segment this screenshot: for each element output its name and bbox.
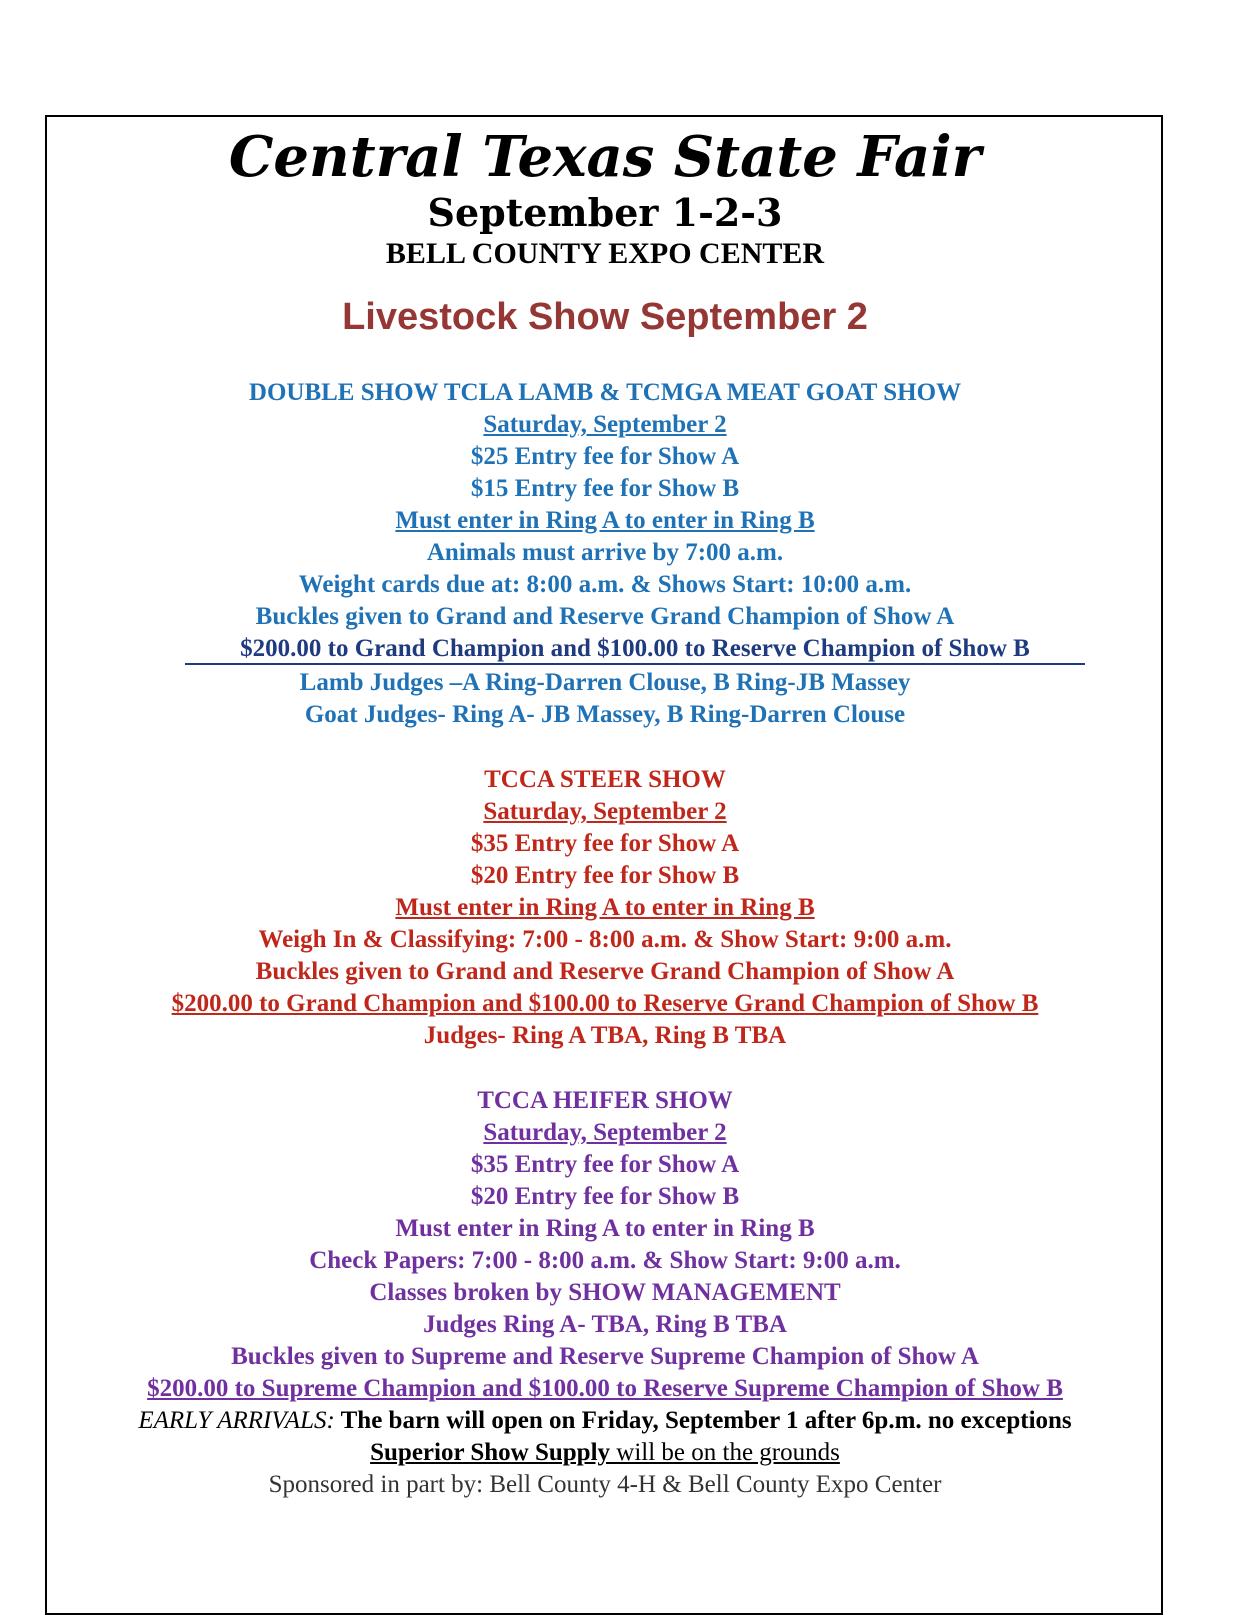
- page-title: Central Texas State Fair: [228, 124, 982, 190]
- must-enter-note: Must enter in Ring A to enter in Ring B: [395, 894, 815, 921]
- livestock-subtitle: Livestock Show September 2: [342, 296, 868, 338]
- section-heading: DOUBLE SHOW TCLA LAMB & TCMGA MEAT GOAT SHOW: [248, 379, 962, 406]
- buckles-note: Buckles given to Supreme and Reserve Supreme Champion of Show A: [231, 1343, 979, 1370]
- weigh-in-time: Weigh In & Classifying: 7:00 - 8:00 a.m. & Show Start: 9:00 a.m.: [258, 926, 952, 953]
- check-papers-time: Check Papers: 7:00 - 8:00 a.m. & Show Start: 9:00 a.m.: [309, 1247, 901, 1274]
- entry-fee-a: $35 Entry fee for Show A: [470, 830, 740, 857]
- flyer: [45, 115, 1165, 1501]
- show-date: Saturday, September 2: [483, 1119, 727, 1146]
- steer-section: [45, 764, 1165, 1052]
- entry-fee-b: $20 Entry fee for Show B: [470, 862, 740, 889]
- lamb-goat-section: [45, 377, 1165, 731]
- venue-name: BELL COUNTY EXPO CENTER: [385, 237, 825, 270]
- supply-name: Superior Show Supply: [370, 1439, 611, 1466]
- supply-note: [45, 1437, 1165, 1469]
- entry-fee-b: $20 Entry fee for Show B: [470, 1183, 740, 1210]
- lamb-judges: Lamb Judges –A Ring-Darren Clouse, B Ring-JB Massey: [299, 669, 911, 696]
- early-arrivals-text: The barn will open on Friday, September 1 after 6p.m. no exceptions: [334, 1407, 1072, 1434]
- must-enter-note: Must enter in Ring A to enter in Ring B: [395, 1215, 815, 1242]
- prize-note: $200.00 to Grand Champion and $100.00 to Reserve Champion of Show B: [185, 633, 1085, 665]
- goat-judges: Goat Judges- Ring A- JB Massey, B Ring-Darren Clouse: [304, 701, 906, 728]
- early-arrivals: [45, 1405, 1165, 1437]
- must-enter-note: Must enter in Ring A to enter in Ring B: [395, 507, 815, 534]
- buckles-note: Buckles given to Grand and Reserve Grand Champion of Show A: [255, 958, 955, 985]
- section-heading: TCCA HEIFER SHOW: [477, 1087, 733, 1114]
- fair-dates: September 1-2-3: [427, 190, 783, 235]
- prize-note: $200.00 to Supreme Champion and $100.00 to Reserve Supreme Champion of Show B: [147, 1375, 1063, 1402]
- judges: Judges Ring A- TBA, Ring B TBA: [423, 1311, 787, 1338]
- entry-fee-b: $15 Entry fee for Show B: [470, 475, 740, 502]
- buckles-note: Buckles given to Grand and Reserve Grand Champion of Show A: [255, 603, 955, 630]
- footer: [45, 1405, 1165, 1501]
- supply-text: will be on the grounds: [610, 1439, 840, 1466]
- heifer-section: [45, 1085, 1165, 1405]
- sponsor-note: Sponsored in part by: Bell County 4-H & Bell County Expo Center: [268, 1471, 942, 1498]
- early-arrivals-label: EARLY ARRIVALS:: [138, 1407, 335, 1434]
- section-heading: TCCA STEER SHOW: [484, 766, 726, 793]
- classes-note: Classes broken by SHOW MANAGEMENT: [369, 1279, 841, 1306]
- prize-note: $200.00 to Grand Champion and $100.00 to Reserve Grand Champion of Show B: [171, 990, 1039, 1017]
- weight-cards: Weight cards due at: 8:00 a.m. & Shows Start: 10:00 a.m.: [298, 571, 912, 598]
- entry-fee-a: $35 Entry fee for Show A: [470, 1151, 740, 1178]
- show-date: Saturday, September 2: [483, 798, 727, 825]
- show-date: Saturday, September 2: [483, 411, 727, 438]
- entry-fee-a: $25 Entry fee for Show A: [470, 443, 740, 470]
- arrival-time: Animals must arrive by 7:00 a.m.: [426, 539, 784, 566]
- judges: Judges- Ring A TBA, Ring B TBA: [423, 1022, 787, 1049]
